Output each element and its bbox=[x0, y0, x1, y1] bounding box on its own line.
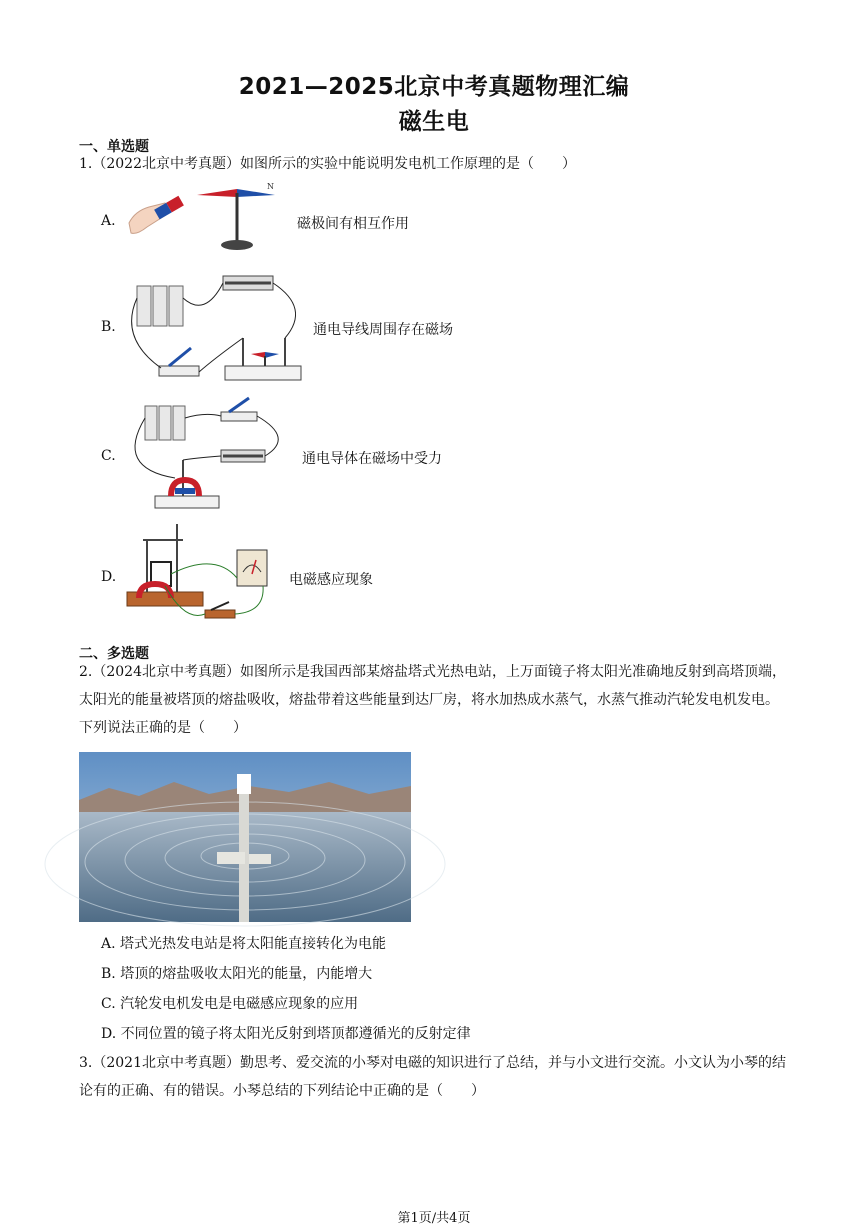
q1-option-a-caption: 磁极间有相互作用 bbox=[297, 216, 409, 232]
q1-option-b-figure bbox=[125, 268, 305, 386]
question-1-stem: 1.（2022北京中考真题）如图所示的实验中能说明发电机工作原理的是（ ） bbox=[79, 156, 576, 172]
q1-option-d-letter[interactable]: D. bbox=[101, 569, 117, 585]
q2-option-d[interactable]: D. 不同位置的镜子将太阳光反射到塔顶都遵循光的反射定律 bbox=[101, 1026, 471, 1042]
q2-option-b[interactable]: B. 塔顶的熔盐吸收太阳光的能量，内能增大 bbox=[101, 966, 373, 982]
question-3-stem: 3.（2021北京中考真题）勤思考、爱交流的小琴对电磁的知识进行了总结，并与小文进行交流。小文认为小琴的结论有的正确、有的错误。小琴总结的下列结论中正确的是（ ） bbox=[79, 1055, 786, 1099]
q1-option-c-caption: 通电导体在磁场中受力 bbox=[302, 451, 442, 467]
q1-option-d-figure bbox=[125, 522, 275, 626]
q1-option-b-caption: 通电导线周围存在磁场 bbox=[313, 322, 453, 338]
q2-option-c[interactable]: C. 汽轮发电机发电是电磁感应现象的应用 bbox=[101, 996, 359, 1012]
q1-option-c-figure bbox=[125, 398, 295, 514]
section-heading-multiple-choice: 二、多选题 bbox=[79, 646, 149, 662]
page-title: 2021—2025北京中考真题物理汇编 bbox=[238, 74, 630, 100]
svg-text:N: N bbox=[267, 182, 274, 191]
page-footer: 第1页/共4页 bbox=[397, 1211, 471, 1226]
q1-option-c-letter[interactable]: C. bbox=[101, 448, 116, 464]
page-subtitle: 磁生电 bbox=[398, 109, 470, 135]
q1-option-a-letter[interactable]: A. bbox=[101, 213, 116, 229]
q1-option-d-caption: 电磁感应现象 bbox=[289, 572, 373, 588]
q2-option-a[interactable]: A. 塔式光热发电站是将太阳能直接转化为电能 bbox=[101, 936, 387, 952]
q1-option-a-figure bbox=[125, 183, 285, 255]
q1-option-b-letter[interactable]: B. bbox=[101, 319, 116, 335]
question-2-stem: 2.（2024北京中考真题）如图所示是我国西部某熔盐塔式光热电站，上万面镜子将太阳光准确地反射到高塔顶端，太阳光的能量被塔顶的熔盐吸收，熔盐带着这些能量到达厂房，将水加热成水蒸气，水蒸气推动汽轮发电机发电。下列说法正确的是（ ） bbox=[79, 664, 786, 736]
solar-tower-photo bbox=[79, 752, 411, 922]
section-heading-single-choice: 一、单选题 bbox=[79, 139, 149, 155]
